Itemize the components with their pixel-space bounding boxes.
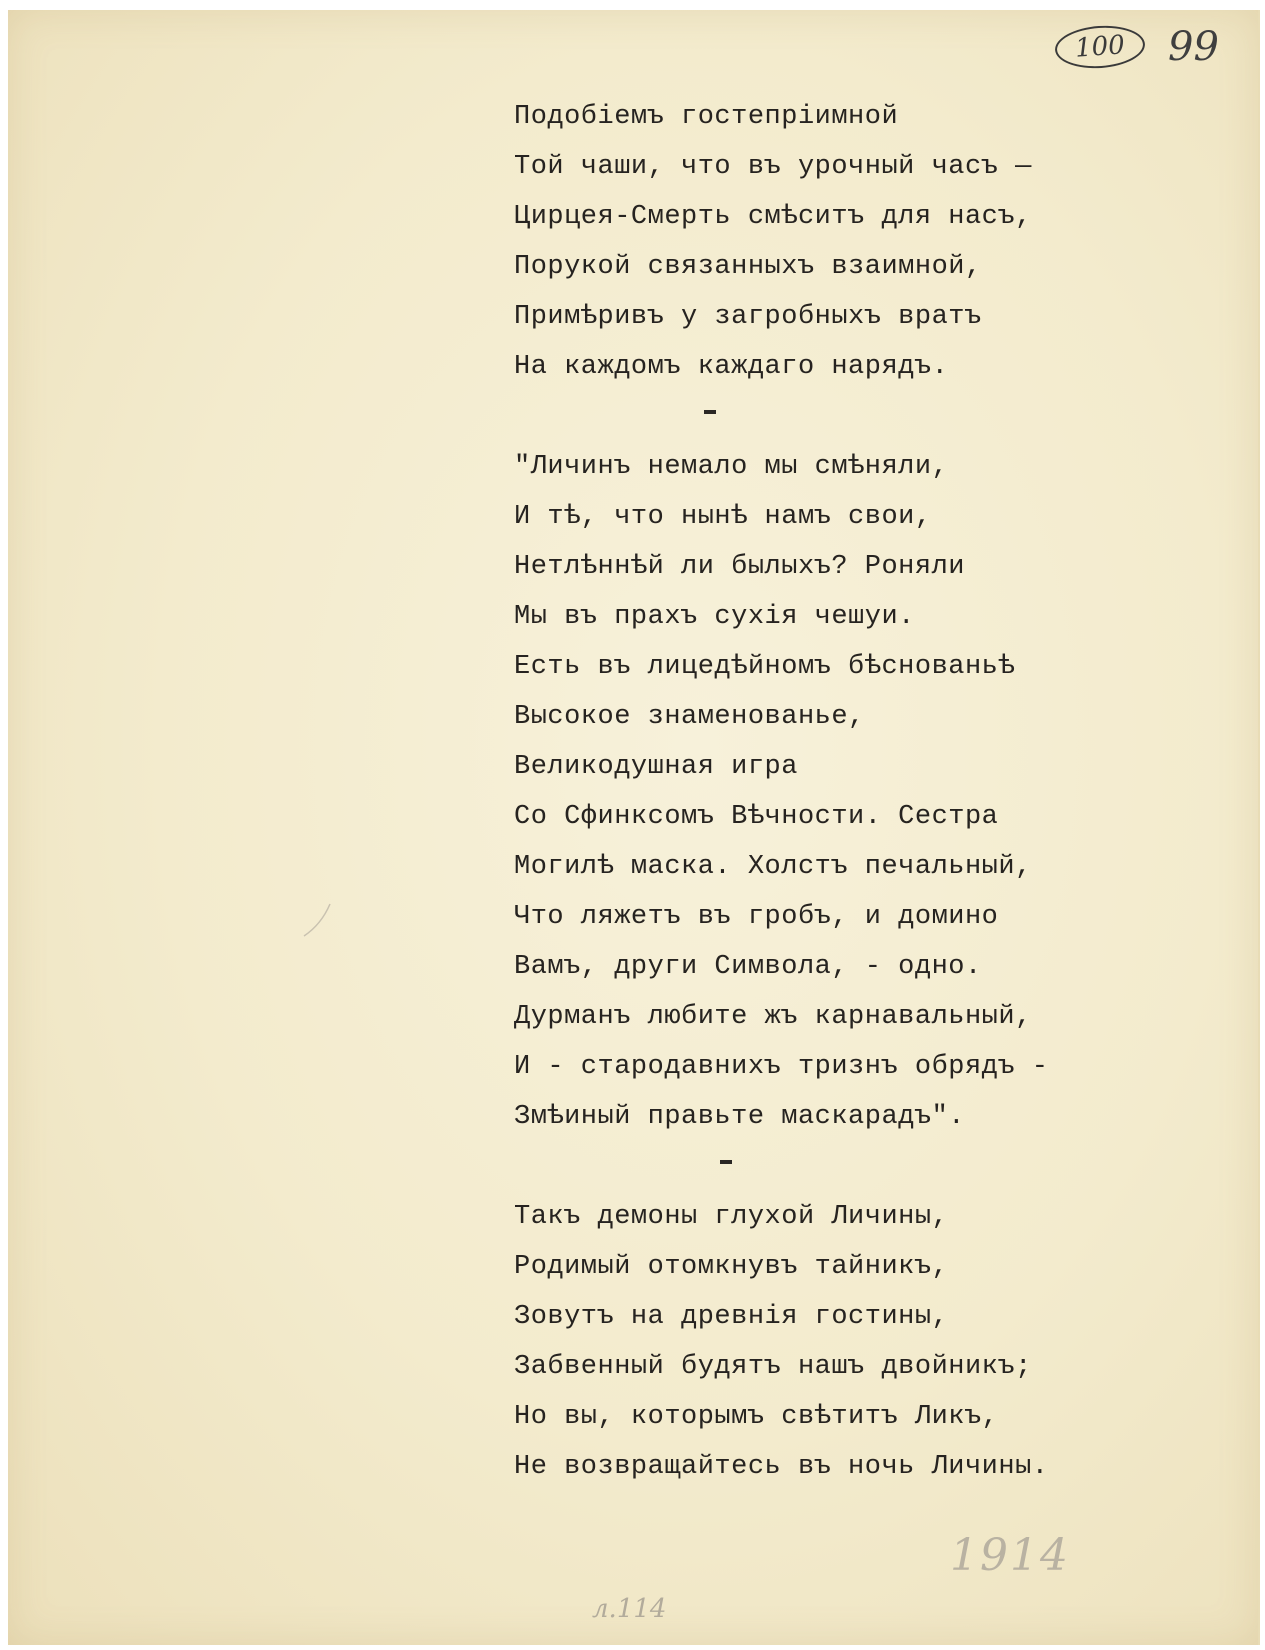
poem-line: Примѣривъ у загробныхъ вратъ bbox=[514, 302, 982, 332]
poem-line: Забвенный будятъ нашъ двойникъ; bbox=[514, 1352, 1032, 1382]
pencil-year-annotation: 1914 bbox=[950, 1530, 1070, 1581]
poem-line: Но вы, которымъ свѣтитъ Ликъ, bbox=[514, 1402, 999, 1432]
poem-line: Змѣиный правьте маскарадъ". bbox=[514, 1102, 965, 1132]
stanza-2 bbox=[514, 442, 1074, 1142]
poem-line: Родимый отомкнувъ тайникъ, bbox=[514, 1252, 949, 1282]
poem-line: Дурманъ любите жъ карнавальный, bbox=[514, 1002, 1032, 1032]
poem-line: Той чаши, что въ урочный часъ — bbox=[514, 152, 1032, 182]
poem-line: Зовутъ на древнія гостины, bbox=[514, 1302, 949, 1332]
poem-text bbox=[514, 92, 1074, 1492]
poem-line: Не возвращайтесь въ ночь Личины. bbox=[514, 1452, 1049, 1482]
poem-line: Высокое знаменованье, bbox=[514, 702, 865, 732]
stanza-separator bbox=[514, 392, 1074, 442]
poem-line: Мы въ прахъ сухія чешуи. bbox=[514, 602, 915, 632]
poem-line: Могилѣ маска. Холстъ печальный, bbox=[514, 852, 1032, 882]
handwritten-page-number: 99 bbox=[1168, 24, 1219, 70]
poem-line: Со Сфинксомъ Вѣчности. Сестра bbox=[514, 802, 999, 832]
poem-line: Такъ демоны глухой Личины, bbox=[514, 1202, 949, 1232]
pencil-tick-mark bbox=[300, 900, 340, 960]
poem-line: И тѣ, что нынѣ намъ свои, bbox=[514, 502, 932, 532]
poem-line: Великодушная игра bbox=[514, 752, 798, 782]
poem-line: Цирцея-Смерть смѣситъ для насъ, bbox=[514, 202, 1032, 232]
poem-line: На каждомъ каждаго нарядъ. bbox=[514, 352, 949, 382]
poem-line: Есть въ лицедѣйномъ бѣснованьѣ bbox=[514, 652, 1016, 682]
poem-line: Порукой связанныхъ взаимной, bbox=[514, 252, 982, 282]
separator-dash bbox=[704, 410, 716, 414]
stanza-1 bbox=[514, 92, 1074, 392]
stanza-separator bbox=[514, 1142, 1074, 1192]
poem-line: "Личинъ немало мы смѣняли, bbox=[514, 452, 949, 482]
stanza-3 bbox=[514, 1192, 1074, 1492]
poem-line: Подобіемъ гостепріимной bbox=[514, 102, 899, 132]
poem-line: Что ляжетъ въ гробъ, и домино bbox=[514, 902, 999, 932]
pencil-folio-annotation: л.114 bbox=[592, 1594, 667, 1624]
poem-line: И - стародавнихъ тризнъ обрядъ - bbox=[514, 1052, 1049, 1082]
circled-page-number-text: 100 bbox=[1074, 30, 1126, 64]
poem-line: Нетлѣннѣй ли былыхъ? Роняли bbox=[514, 552, 965, 582]
separator-dash bbox=[720, 1160, 732, 1164]
poem-line: Вамъ, други Символа, - одно. bbox=[514, 952, 982, 982]
